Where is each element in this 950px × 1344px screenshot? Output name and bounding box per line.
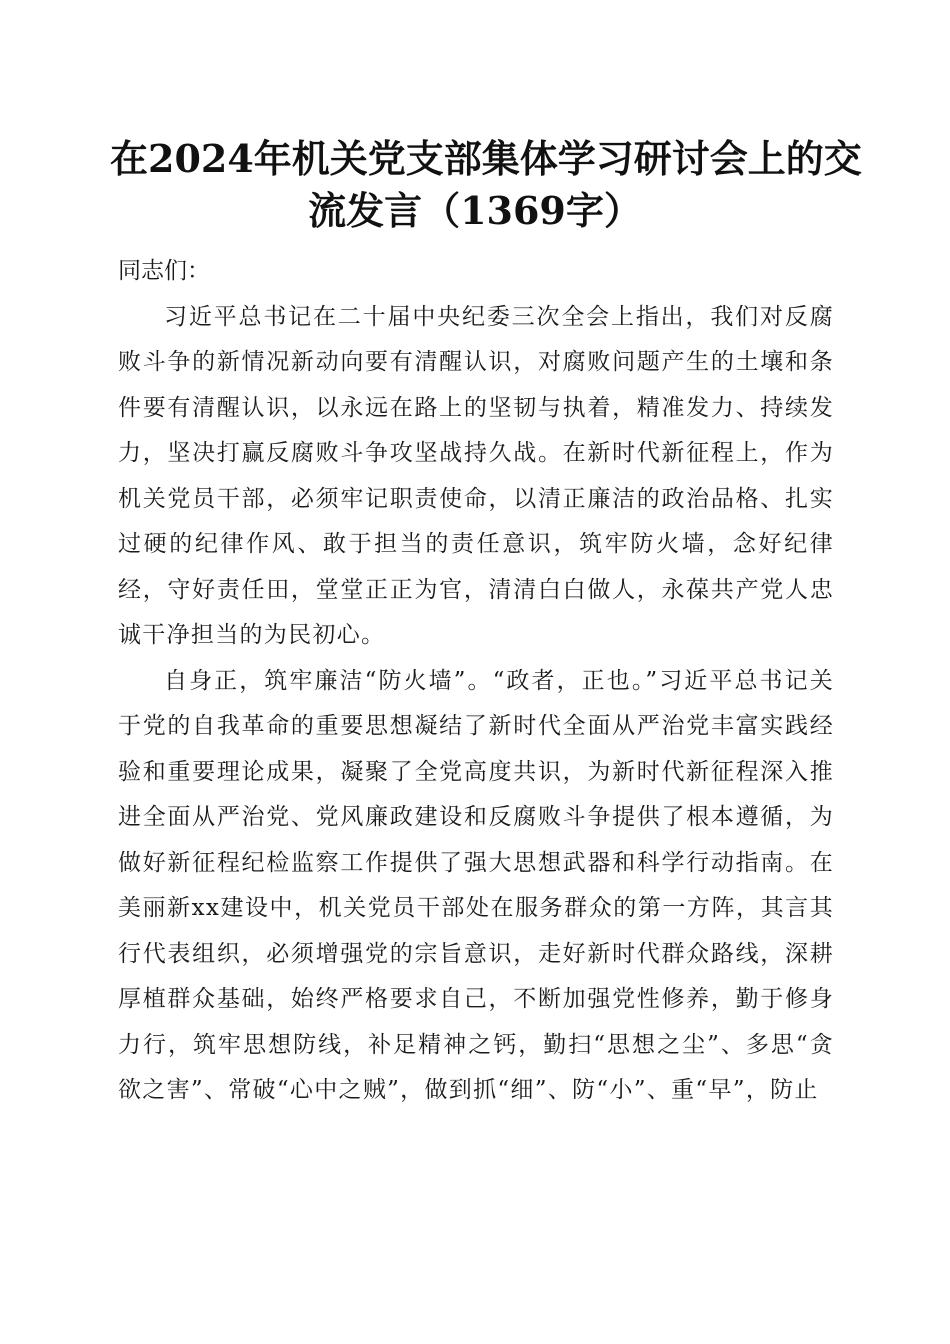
- title-line-2: 流发言（1369字）: [308, 188, 642, 233]
- title-line-1: 在2024年机关党支部集体学习研讨会上的交: [110, 136, 862, 181]
- paragraph-1: 习近平总书记在二十届中央纪委三次全会上指出，我们对反腐败斗争的新情况新动向要有清醒认识，对腐败问题产生的土壤和条件要有清醒认识，以永远在路上的坚韧与执着，精准发力、持续发力，坚决打赢反腐败斗争攻坚战持久战。在新时代新征程上，作为机关党员干部，必须牢记职责使命，以清正廉洁的政治品格、扎实过硬的纪律作风、敢于担当的责任意识，筑牢防火墙，念好纪律经，守好责任田，堂堂正正为官，清清白白做人，永葆共产党人忠诚干净担当的为民初心。: [118, 303, 834, 648]
- salutation: 同志们：: [118, 258, 210, 284]
- document-body: [118, 249, 834, 1114]
- document-title: [110, 133, 862, 237]
- paragraph-2: 自身正，筑牢廉洁“防火墙”。“政者，正也。”习近平总书记关于党的自我革命的重要思想凝结了新时代全面从严治党丰富实践经验和重要理论成果，凝聚了全党高度共识，为新时代新征程深入推进全面从严治党、党风廉政建设和反腐败斗争提供了根本遵循，为做好新征程纪检监察工作提供了强大思想武器和科学行动指南。在美丽新xx建设中，机关党员干部处在服务群众的第一方阵，其言其行代表组织，必须增强党的宗旨意识，走好新时代群众路线，深耕厚植群众基础，始终严格要求自己，不断加强党性修养，勤于修身力行，筑牢思想防线，补足精神之钙，勤扫“思想之尘”、多思“贪欲之害”、常破“心中之贼”，做到抓“细”、防“小”、重“早”，防止: [118, 667, 834, 1103]
